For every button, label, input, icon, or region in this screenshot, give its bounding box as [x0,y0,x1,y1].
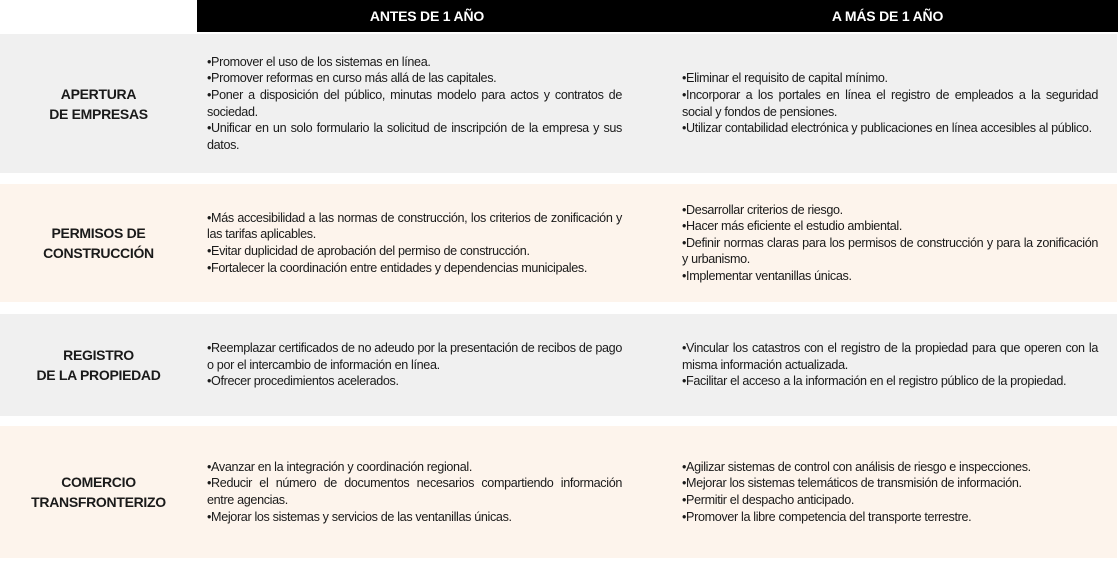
list-item: •Facilitar el acceso a la información en el registro público de la propiedad. [682,374,1067,389]
row-label [0,472,197,512]
list-item: •Utilizar contabilidad electrónica y publicaciones en línea accesibles al público. [682,121,1092,136]
row-label-line: APERTURA [60,85,137,102]
list-item: •Incorporar a los portales en línea el registro de empleados a la seguridad social y fondos de pensiones. [682,87,1098,119]
list-item: •Vincular los catastros con el registro de la propiedad para que operen con la misma información actualizada. [682,341,1098,372]
row-label [0,223,197,263]
table-row-apertura-de-empresas [0,34,1117,173]
list-item: •Reducir el número de documentos necesarios compartiendo información entre agencias. [207,476,622,507]
list-item: •Hacer más eficiente el estudio ambiental. [682,219,903,234]
list-item: •Desarrollar criterios de riesgo. [682,202,843,217]
row-label [0,84,197,124]
after-1-year-cell [682,340,1098,390]
table-row-permisos-de-construccion [0,184,1117,302]
list-item: •Definir normas claras para los permisos de construcción y para la zonificación y urbanismo. [682,235,1098,267]
table-header [197,0,1118,32]
list-item: •Ofrecer procedimientos acelerados. [207,374,399,389]
list-item: •Eliminar el requisito de capital mínimo. [682,71,888,86]
list-item: •Más accesibilidad a las normas de construcción, los criterios de zonificación y las tarifas aplicables. [207,210,622,242]
list-item: •Poner a disposición del público, minutas modelo para actos y contratos de sociedad. [207,87,622,119]
row-label [0,345,197,385]
table-row-registro-de-la-propiedad [0,314,1117,416]
list-item: •Permitir el despacho anticipado. [682,493,855,507]
row-label-line: DE LA PROPIEDAD [36,367,161,383]
after-1-year-cell [682,459,1098,525]
after-1-year-cell [682,70,1098,136]
list-item: •Fortalecer la coordinación entre entidades y dependencias municipales. [207,260,588,275]
before-1-year-cell [207,210,622,276]
header-before-1-year: ANTES DE 1 AÑO [369,8,485,24]
before-1-year-cell [207,340,622,390]
row-label-line: DE EMPRESAS [49,105,148,122]
list-item: •Unificar en un solo formulario la solicitud de inscripción de la empresa y sus datos. [207,121,622,152]
row-label-line: PERMISOS DE [51,225,146,241]
row-label-line: TRANSFRONTERIZO [31,494,166,510]
after-1-year-cell [682,202,1098,285]
before-1-year-cell [207,459,622,525]
before-1-year-cell [207,54,622,154]
list-item: •Mejorar los sistemas y servicios de las ventanillas únicas. [207,509,512,524]
header-after-1-year: A MÁS DE 1 AÑO [831,8,944,24]
list-item: •Reemplazar certificados de no adeudo por la presentación de recibos de pago o por el intercambio de información en línea. [207,341,622,372]
list-item: •Promover el uso de los sistemas en línea. [207,54,431,69]
row-label-line: COMERCIO [61,474,136,490]
list-item: •Promover la libre competencia del transporte terrestre. [682,509,972,524]
row-label-line: CONSTRUCCIÓN [43,245,154,261]
list-item: •Agilizar sistemas de control con análisis de riesgo e inspecciones. [682,459,1031,474]
list-item: •Evitar duplicidad de aprobación del permiso de construcción. [207,244,530,258]
list-item: •Promover reformas en curso más allá de las capitales. [207,71,497,86]
list-item: •Implementar ventanillas únicas. [682,268,852,283]
list-item: •Avanzar en la integración y coordinación regional. [207,459,472,474]
table-row-comercio-transfronterizo [0,426,1117,558]
list-item: •Mejorar los sistemas telemáticos de transmisión de información. [682,476,1022,491]
row-label-line: REGISTRO [63,347,134,363]
